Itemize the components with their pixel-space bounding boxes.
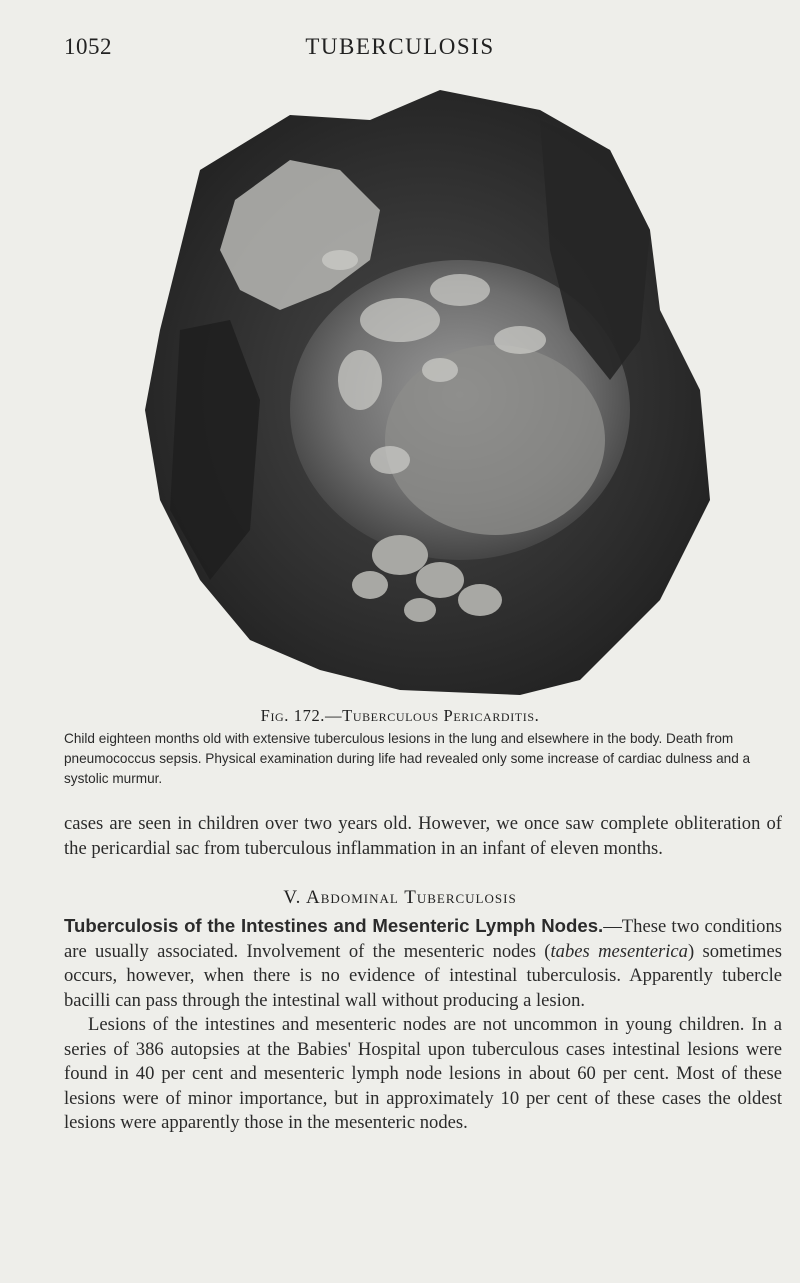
paragraph-lesions: Lesions of the intestines and mesenteric nodes are not uncommon in young children. In a series of 386 autopsies at the Babies' Hospital upon tuberculous cases intestinal lesions were found in 40 per cent and mesenteric lymph node lesions in about 60 per cent. Most of these lesions were of minor importance, but in approximately 10 per cent of these cases the oldest lesions were apparently those in the mesenteric nodes. — [64, 1014, 782, 1133]
run-in-heading: Tuberculosis of the Intestines and Mesenteric Lymph Nodes. — [64, 915, 604, 936]
paragraph-text: —These two conditions are usually associated. Involvement of the mesenteric nodes ( — [64, 916, 782, 962]
figure-caption-title: Fig. 172.—Tuberculous Pericarditis. — [260, 706, 540, 725]
specimen-image — [140, 80, 720, 700]
page-header — [0, 34, 800, 64]
italic-term: tabes mesenterica — [550, 940, 688, 962]
section-heading: V. Abdominal Tuberculosis — [283, 887, 517, 908]
page-number: 1052 — [64, 34, 112, 59]
paragraph-intestines — [64, 914, 782, 1013]
running-title: TUBERCULOSIS — [305, 34, 495, 59]
paragraph-continuation: cases are seen in children over two years old. However, we once saw complete obliteration of the pericardial sac from tuberculous inflammation in an infant of eleven months. — [64, 813, 782, 859]
figure-caption-body: Child eighteen months old with extensive tuberculous lesions in the lung and elsewhere in the body. Death from pneumococcus sepsis. Physical examination during life had revealed only some increase of cardiac dulness and a systolic murmur. — [64, 731, 751, 786]
paragraph-text: ) sometimes occurs, however, when there is no evidence of intestinal tuberculosis. Apparently tubercle bacilli can pass through the intestinal wall without producing a lesion. — [64, 940, 783, 1011]
pericarditis-photograph — [140, 80, 720, 700]
